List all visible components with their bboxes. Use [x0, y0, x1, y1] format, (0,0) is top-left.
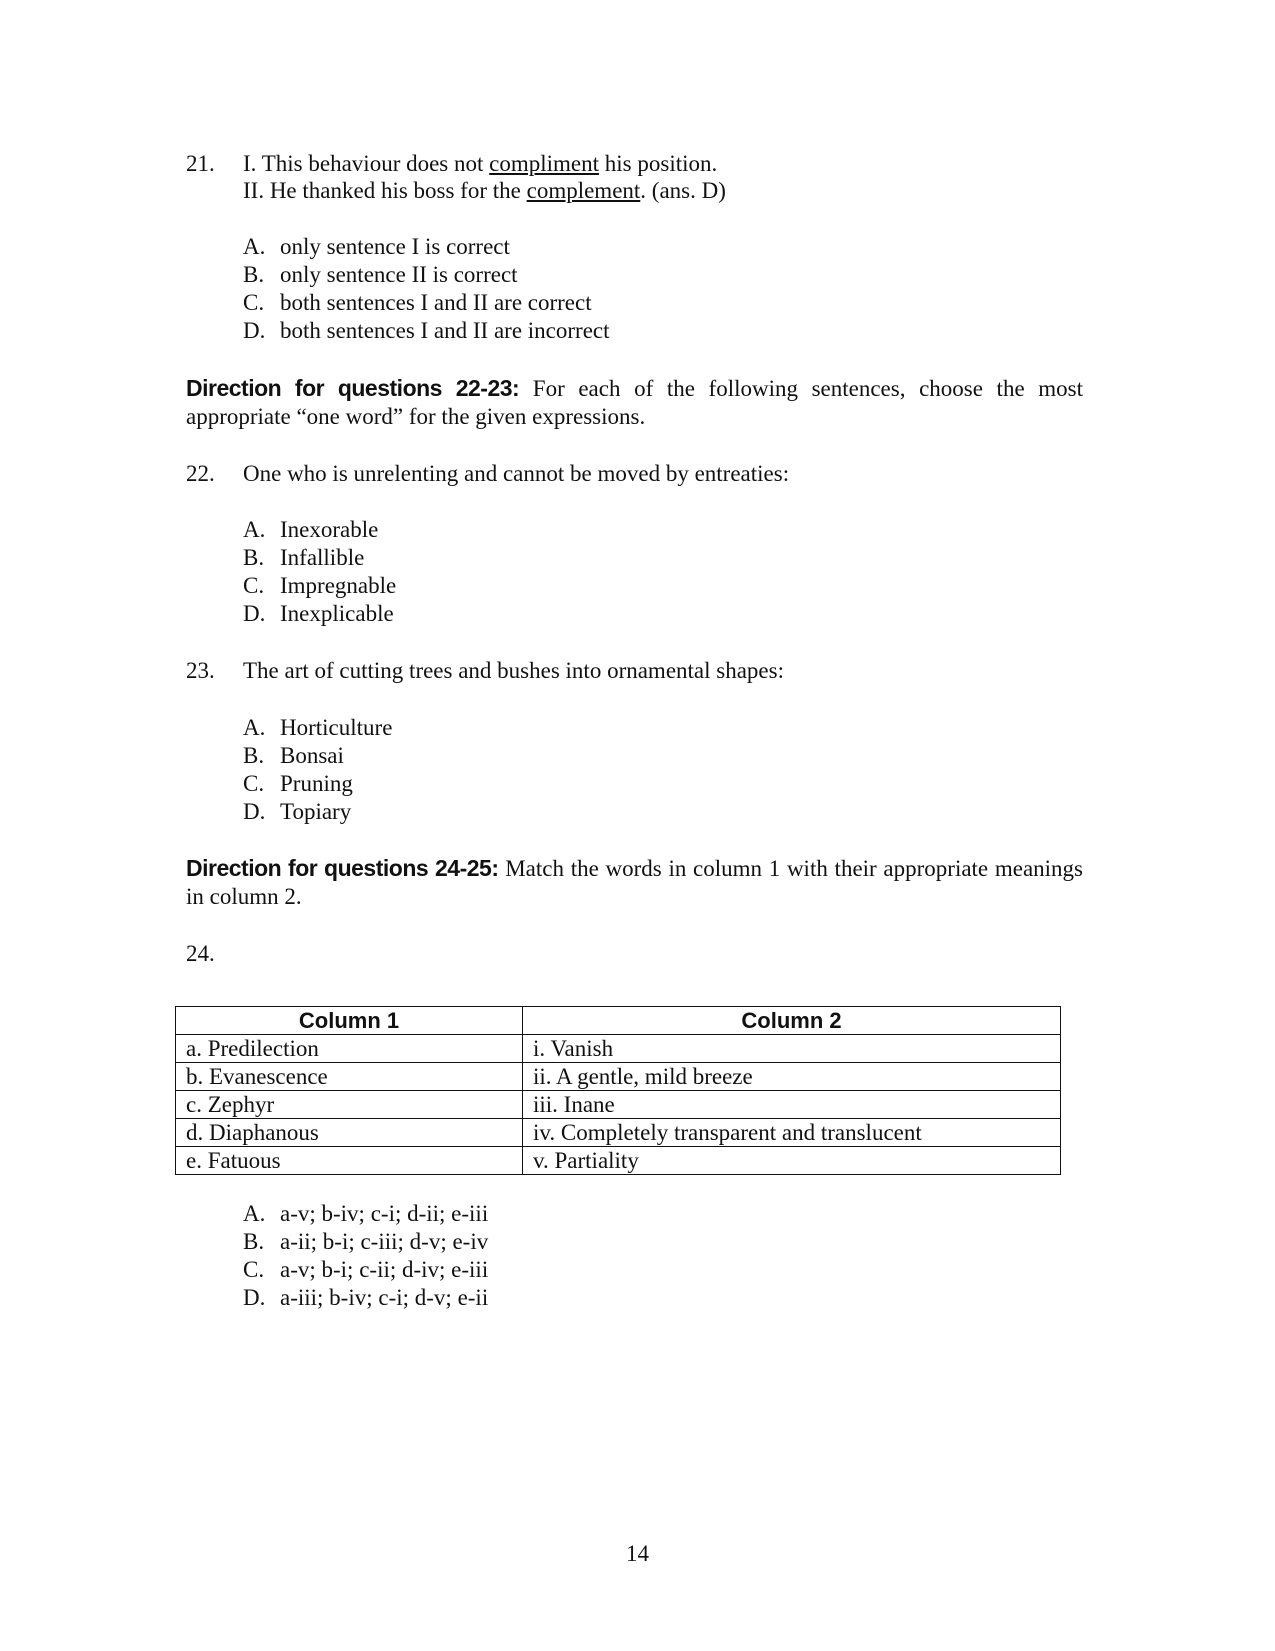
table-row — [176, 1119, 1061, 1147]
option-a: A. Horticulture — [243, 715, 393, 740]
table-row — [176, 1035, 1061, 1063]
matching-table — [175, 1006, 1061, 1175]
table-cell: d. Diaphanous — [176, 1119, 523, 1147]
option-b: B. a-ii; b-i; c-iii; d-v; e-iv — [243, 1229, 489, 1254]
option-d: D. both sentences I and II are incorrect — [243, 318, 610, 343]
question-number: 24. — [186, 941, 215, 966]
table-cell: iv. Completely transparent and translucent — [523, 1119, 1061, 1147]
sentence-1: I. This behaviour does not compliment his position. — [243, 151, 718, 176]
page-number: 14 — [626, 1541, 649, 1566]
table-cell: ii. A gentle, mild breeze — [523, 1063, 1061, 1091]
option-b: B. only sentence II is correct — [243, 262, 518, 287]
table-cell: v. Partiality — [523, 1147, 1061, 1175]
option-a: A. Inexorable — [243, 517, 379, 542]
question-stem: The art of cutting trees and bushes into ornamental shapes: — [243, 658, 784, 683]
question-number: 22. — [186, 461, 215, 486]
underlined-word: complement — [526, 178, 641, 203]
option-c: C. both sentences I and II are correct — [243, 290, 592, 315]
column-1-header: Column 1 — [176, 1007, 523, 1035]
option-d: D. a-iii; b-iv; c-i; d-v; e-ii — [243, 1285, 489, 1310]
question-stem: One who is unrelenting and cannot be moved by entreaties: — [243, 461, 790, 486]
table-cell: iii. Inane — [523, 1091, 1061, 1119]
sentence-2: II. He thanked his boss for the complement. (ans. D) — [243, 178, 726, 203]
table-cell: c. Zephyr — [176, 1091, 523, 1119]
table-cell: e. Fatuous — [176, 1147, 523, 1175]
table-row — [176, 1147, 1061, 1175]
question-number: 23. — [186, 658, 215, 683]
underlined-word: compliment — [489, 151, 600, 176]
question-number: 21. — [186, 151, 215, 176]
table-cell: b. Evanescence — [176, 1063, 523, 1091]
table-cell: i. Vanish — [523, 1035, 1061, 1063]
option-b: B. Bonsai — [243, 743, 344, 768]
column-2-header: Column 2 — [523, 1007, 1061, 1035]
direction-24-25: Direction for questions 24-25: Match the words in column 1 with their appropriate meanings in column 2. — [186, 855, 1083, 909]
option-a: A. a-v; b-iv; c-i; d-ii; e-iii — [243, 1201, 489, 1226]
option-c: C. a-v; b-i; c-ii; d-iv; e-iii — [243, 1257, 489, 1282]
option-a: A. only sentence I is correct — [243, 234, 510, 259]
table-row — [176, 1091, 1061, 1119]
option-d: D. Inexplicable — [243, 601, 394, 626]
option-c: C. Impregnable — [243, 573, 397, 598]
direction-22-23: Direction for questions 22-23: For each of the following sentences, choose the most appropriate “one word” for the given expressions. — [186, 375, 1083, 429]
table-row — [176, 1063, 1061, 1091]
table-header-row — [176, 1007, 1061, 1035]
option-c: C. Pruning — [243, 771, 353, 796]
option-d: D. Topiary — [243, 799, 352, 824]
table-cell: a. Predilection — [176, 1035, 523, 1063]
option-b: B. Infallible — [243, 545, 365, 570]
